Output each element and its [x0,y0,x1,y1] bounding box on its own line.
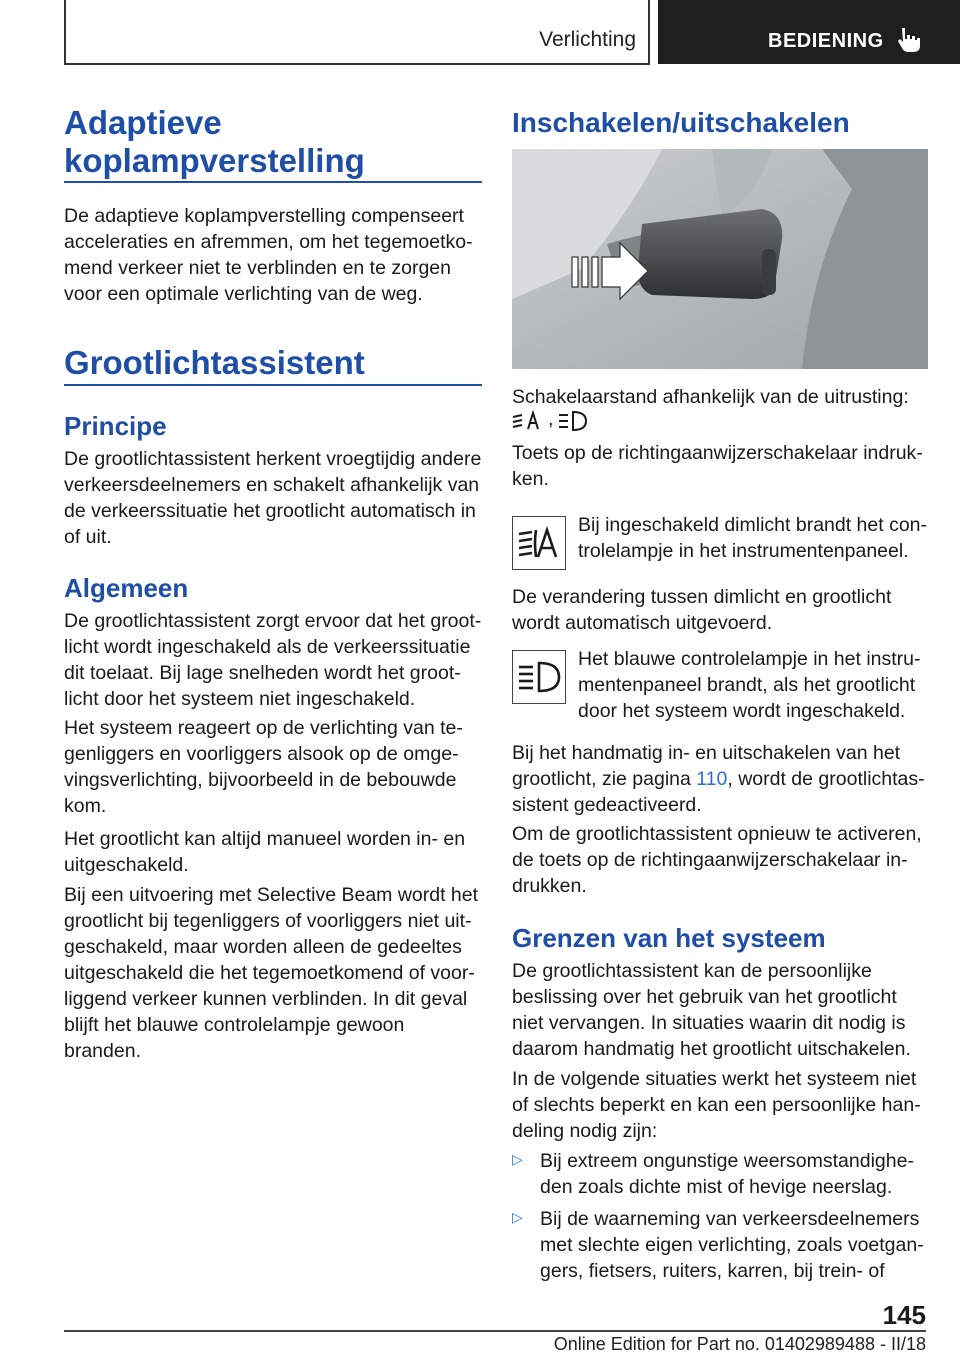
header-rule-bottom [64,63,650,65]
high-beam-assistant-indicator-icon [512,516,566,570]
bullet-triangle-icon: ▷ [512,1151,523,1167]
paragraph-general-1: De grootlichtassistent zorgt ervoor dat het grootlicht wordt ingeschakeld als de verkeerssituatie dit toelaat. Bij lage snelheden wordt het grootlicht door het systeem niet ingeschakeld. [64,610,482,710]
heading-high-beam-assistant: Grootlichtassistent [64,344,365,381]
paragraph-switch-position: Schakelaarstand afhankelijk van de uitrusting: [512,386,909,408]
header-rule-left [64,0,66,64]
page-number: 145 [882,1300,926,1330]
heading-rule [64,181,482,183]
paragraph-general-3: Het grootlicht kan altijd manueel worden in- en uitgeschakeld. [64,828,466,876]
header-rule-divider [648,0,650,64]
list-item [512,1206,930,1284]
paragraph-manual-switch [512,740,930,818]
footer-edition: Online Edition for Part no. 01402989488 - II/18 [553,1334,926,1354]
paragraph-auto-change: De verandering tussen dimlicht en grootlicht wordt automatisch uitgevoerd. [512,586,892,634]
turn-signal-lever-photo [512,149,928,369]
paragraph-press-button: Toets op de richtingaanwijzerschakelaar indrukken. [512,442,923,490]
high-beam-indicator-icon [512,650,566,704]
hand-pointing-icon [896,26,922,54]
paragraph-reactivate: Om de grootlichtassistent opnieuw te activeren, de toets op de richtingaanwijzerschakelaar indrukken. [512,823,922,897]
header-chapter-tab [658,0,960,64]
subheading-principle: Principe [64,411,167,441]
paragraph-general-2: Het systeem reageert op de verlichting van tegenliggers en voorliggers alsook op de omgevingsverlichting, bijvoorbeeld in de bebouwde kom. [64,717,463,817]
header-chapter-label: BEDIENING [768,30,884,52]
indicator-high-beam-note [512,646,928,726]
bullet-triangle-icon: ▷ [512,1209,523,1225]
paragraph-general-4: Bij een uitvoering met Selective Beam wordt het grootlicht bij tegenliggers of voorliggers niet uitgeschakeld, maar worden alleen de gedeeltes uitgeschakeld die het tegemoetkomend of voorliggend verkeer kunnen verblinden. In dit geval blijft het blauwe controlelampje gewoon branden. [64,884,479,1062]
high-beam-assistant-icon [512,410,542,432]
icon-separator: , [548,408,554,430]
subheading-general: Algemeen [64,573,189,603]
heading-switch-on-off: Inschakelen/uitschakelen [512,107,850,138]
paragraph-adaptive: De adaptieve koplampverstelling compenseert acceleraties en afremmen, om het tegemoetkomend verkeer niet te verblinden en te zorgen voor een optimale verlichting van de weg. [64,205,473,305]
heading-adaptive-headlight: Adaptieve koplampverstelling [64,104,365,179]
list-item-text: Bij extreem ongunstige weersomstandigheden zoals dichte mist of hevige neerslag. [540,1150,914,1198]
paragraph-limits-1: De grootlichtassistent kan de persoonlijke beslissing over het gebruik van het grootlicht niet vervangen. In situaties waarin dit nodig is daarom handmatig het grootlicht uitschakelen. [512,960,911,1060]
list-item [512,1148,930,1200]
subheading-system-limits: Grenzen van het systeem [512,923,826,953]
header-section-title: Verlichting [539,28,636,51]
paragraph-limits-2: In de volgende situaties werkt het systeem niet of slechts beperkt en kan een persoonlijke handeling nodig zijn: [512,1068,921,1142]
indicator-high-beam-text: Het blauwe controlelampje in het instrumentenpaneel brandt, als het grootlicht door het systeem wordt ingeschakeld. [578,648,921,722]
page-reference-link[interactable]: 110 [696,768,728,790]
indicator-low-beam-text: Bij ingeschakeld dimlicht brandt het controlelampje in het instrumentenpaneel. [578,514,928,562]
list-item-text: Bij de waarneming van verkeersdeelnemers met slechte eigen verlichting, zoals voetgangers, fietsers, ruiters, karren, bij trein- of [540,1208,924,1282]
manual-switch-text-b: , wordt de grootlichtassistent gedeactiveerd. [512,768,925,816]
indicator-low-beam-note [512,512,928,572]
heading-rule [64,384,482,386]
manual-switch-text-a: Bij het handmatig in- en uitschakelen van het grootlicht, zie pagina [512,742,901,790]
footer-rule [64,1330,926,1332]
paragraph-principle: De grootlichtassistent herkent vroegtijdig andere verkeersdeelnemers en schakelt afhankelijk van de verkeerssituatie het grootlicht automatisch in of uit. [64,448,482,548]
high-beam-icon [558,410,588,432]
